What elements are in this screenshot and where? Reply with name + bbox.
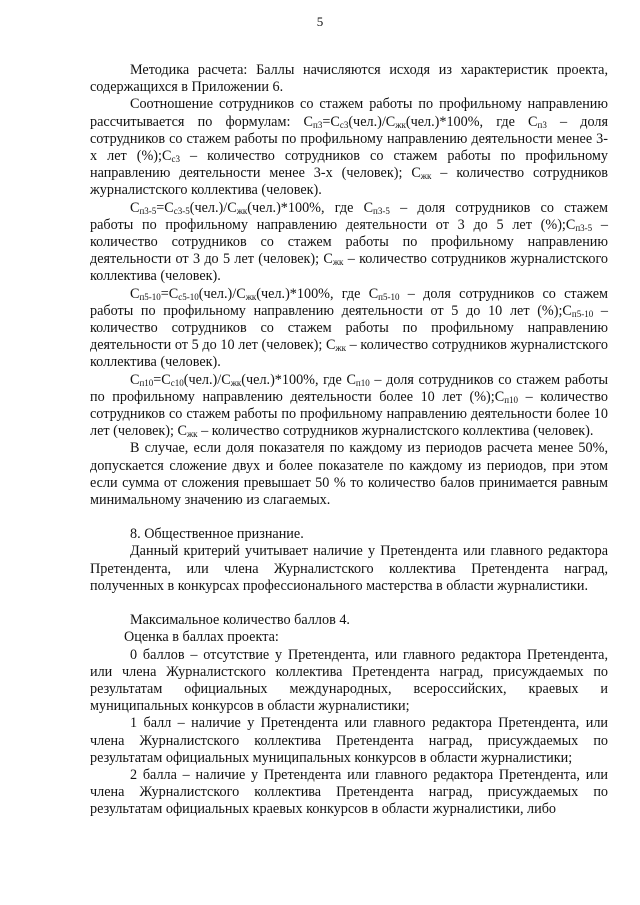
text-run: Максимальное количество баллов 4. [130, 612, 350, 629]
subscript: жк [332, 257, 344, 268]
subscript: с3 [339, 119, 349, 130]
subscript: п5-10 [571, 308, 594, 319]
text-run: Соотношение сотрудников со стажем работы по профильному направлению рассчитывается по формулам: С [90, 96, 608, 130]
text-run: – доля сотрудников со стажем работы по профильному направлению деятельности от 5 до 10 лет (%);С [90, 285, 608, 319]
paragraph [90, 629, 608, 646]
paragraph [90, 440, 608, 509]
paragraph [90, 526, 608, 543]
paragraph [90, 715, 608, 767]
subscript: п10 [504, 394, 519, 405]
subscript: п3-5 [139, 205, 157, 216]
subscript: с3-5 [173, 205, 190, 216]
subscript: п3 [313, 119, 323, 130]
subscript: п3-5 [373, 205, 390, 216]
subscript: п5-10 [378, 291, 400, 302]
text-run: Оценка в баллах проекта: [124, 629, 279, 646]
text-run: – количество сотрудников со стажем работы по профильному направлению деятельности более 10 лет (человек); С [90, 388, 609, 440]
subscript: п10 [355, 377, 370, 388]
text-run: (чел.)*100%, где С [256, 285, 379, 302]
text-run: С [130, 371, 140, 388]
text-run: =С [322, 113, 340, 130]
text-run: (чел.)*100%, где С [241, 371, 356, 388]
subscript: п5-10 [139, 291, 161, 302]
text-run: =С [160, 285, 179, 302]
text-run: (чел.)*100%, где С [247, 199, 374, 216]
text-run: – количество сотрудников со стажем работы по профильному направлению деятельности от 5 до 10 лет (человек); С [90, 302, 608, 354]
text-run: (чел.)/С [348, 113, 396, 130]
text-run: (чел.)/С [189, 199, 237, 216]
document-body [90, 62, 608, 819]
subscript: жк [236, 205, 248, 216]
subscript: жк [420, 171, 432, 182]
paragraph [90, 200, 608, 286]
subscript: с5-10 [178, 291, 199, 302]
text-run: – доля сотрудников со стажем работы по профильному направлению деятельности менее 3-х лет (%);С [90, 113, 608, 165]
subscript: жк [186, 429, 198, 440]
text-run: 2 балла – наличие у Претендента или главного редактора Претендента, или члена Журналистского коллектива Претендента наград, присуждаемых по результатам официальных краевых конкурсов в области журналистики, либо [90, 766, 608, 818]
text-run: 8. Общественное признание. [130, 526, 304, 543]
subscript: п3 [537, 119, 547, 130]
paragraph [90, 543, 608, 595]
subscript: жк [230, 377, 242, 388]
text-run: =С [153, 371, 171, 388]
text-run: – количество сотрудников журналистского коллектива (человек). [90, 337, 608, 371]
text-run: Данный критерий учитывает наличие у Претендента или главного редактора Претендента, или члена Журналистского коллектива Претендента наград, полученных в конкурсах профессионального мастерства в области журналистики. [90, 543, 608, 594]
paragraph [90, 612, 608, 629]
text-run: – количество сотрудников журналистского коллектива (человек). [197, 423, 594, 440]
text-run: Методика расчета: Баллы начисляются исходя из характеристик проекта, содержащихся в Приложении 6. [90, 62, 608, 96]
subscript: п3-5 [575, 222, 593, 233]
text-run: (чел.)*100%, где С [405, 113, 538, 130]
paragraph [90, 286, 608, 372]
text-run: – количество сотрудников со стажем работы по профильному направлению деятельности менее 3-х (человек); С [90, 148, 609, 182]
paragraph [90, 62, 608, 96]
paragraph [90, 647, 608, 716]
subscript: жк [245, 291, 257, 302]
subscript: с10 [170, 377, 184, 388]
text-run: 0 баллов – отсутствие у Претендента, или главного редактора Претендента, или члена Журналистского коллектива Претендента наград, присуждаемых по результатам официальных международных, всероссийских, краевых и муниципальных конкурсов в области журналистики; [90, 646, 608, 715]
paragraph [90, 96, 608, 199]
text-run: С [130, 199, 140, 216]
subscript: с3 [171, 154, 180, 165]
text-run: – доля сотрудников со стажем работы по профильному направлению деятельности от 3 до 5 лет (%);С [90, 199, 608, 233]
subscript: жк [335, 343, 346, 354]
text-run: – количество сотрудников журналистского коллектива (человек). [90, 165, 609, 199]
text-run: – доля сотрудников со стажем работы по профильному направлению деятельности более 10 лет (%);С [90, 371, 609, 405]
text-run: =С [156, 199, 174, 216]
text-run: С [130, 285, 140, 302]
text-run: 1 балл – наличие у Претендента или главного редактора Претендента, или члена Журналистского коллектива Претендента наград, присуждаемых по результатам официальных муниципальных конкурсов в области журналистики; [90, 715, 608, 766]
text-run: (чел.)/С [183, 371, 231, 388]
page-number: 5 [316, 14, 324, 29]
text-run: – количество сотрудников журналистского коллектива (человек). [90, 251, 608, 285]
text-run: – количество сотрудников со стажем работы по профильному направлению деятельности от 3 до 5 лет (человек); С [90, 216, 608, 268]
paragraph [90, 767, 608, 819]
text-run: В случае, если доля показателя по каждому из периодов расчета менее 50%, допускается сложение двух и более показателе по каждому из периодов, при этом если сумма от сложения превышает 50 % то количество балов принимается равным минимальному значению из слагаемых. [90, 440, 608, 509]
subscript: жк [395, 119, 406, 130]
text-run: (чел.)/С [198, 285, 246, 302]
subscript: п10 [139, 377, 154, 388]
paragraph [90, 372, 608, 441]
